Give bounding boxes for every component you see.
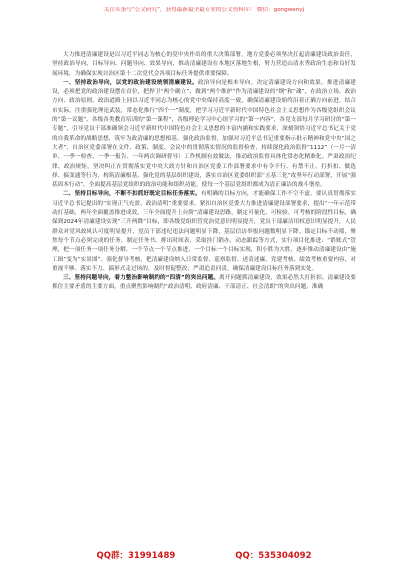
promo-banner: 关注头条号“公文研究”，获得最新最全最专业的公文资料库！ 微信：gongwenyj <box>103 7 305 13</box>
section-heading: 一、坚持政治导向，以党的政治建设统领清廉建设。 <box>63 79 198 86</box>
paragraph-intro <box>52 51 356 79</box>
paragraph-text: 离开问题抓清廉建设，效果必然大打折扣。清廉建设要抓住主要矛盾的主要方面，重点聚焦影响制约“政治清明、政府清廉、干部清正、社会清朗”的突出问题，准确 <box>52 275 356 291</box>
section-heading: 三、坚持问题导向，着力整治影响制约的“四清”的突出问题。 <box>63 275 220 282</box>
paragraph-political-orientation <box>52 79 356 191</box>
section-heading: 二、坚持目标导向，不断不扣抓好既定目标任务落实。 <box>63 191 201 198</box>
document-body <box>52 51 356 293</box>
paragraph-goal-orientation <box>52 190 356 274</box>
qq-contact-number: QQ：535304092 <box>235 551 312 561</box>
qq-group-number: QQ群：31991489 <box>96 551 176 561</box>
paragraph-problem-orientation <box>52 274 356 293</box>
paragraph-text: 政治导向是根本导向。决定清廉建设方向和效果。推进清廉建设，必须把党的政治建设摆在首位，把捍卫“两个确立”、做到“两个维护”作为清廉建设的“纲”和“魂”，在政治立场、政治方向、政治原则、政治道路上同以习近平同志为核心的党中央保持高度一致，确保清廉建设始终沿着正确方向前进。结合市实际，注重强化理论武装，常态化推行“四个一”制度，把学习习近平新时代中国特色社会主义思想作为各级党组织会议的“第一议题”，各级各类教育培训的“第一课程”，各级理论学习中心组学习的“第一内容”，各党支部每月学习研讨的“第一专题”，引导党员干部准确领会习近平新时代中国特色社会主义思想的丰富内涵和实践要求，深刻领悟习近平总书记关于党的自我革命的战略思想，筑牢为政清廉的思想根基。强化政治监督，加强对习近平总书记重要指示批示精神和党中央“国之大者”，自治区党委部署在文件、政策、制度、会议中的贯彻落实情况的监督检查，持续深化政治监督“1112”（一月一清单、一季一检查、一季一报告、一年两次调研督导）工作机制有效做法，推动政治监督具体化常态化精准化。严肃政治纪律、政治规矩，坚决纠正在贯彻落实党中央大政方针和自治区党委工作部署要求中有令不行、有禁不止，打折扣、做选择、搞变通等行为，构筑清廉根基。强化党的基层组织建设，落实自治区党委组织部“五基三化”攻坚年行动部署，开展“强基固本行动”，全面提高基层党组织的政治功能和组织功能，使每一个基层党组织都成为清正廉洁的战斗堡垒。 <box>52 79 356 189</box>
contact-footer <box>0 550 408 562</box>
paragraph-text: 有明确的目标方向，才能确保工作不空不虚。要认真贯彻落实习近平总书记提出的“实现正气充盈、政治清明”重要要求，紧扣自治区党委大力推进清廉建设部署要求，提出“一年示范带动打基础，两年全面覆盖推进成效，三年全面提升上台阶”清廉建设思路，制定可量化、可检验、可考核的阶段性目标，确保到2024年清廉建设实现“三升两降”目标，即各级党组织管党治党意识明显提升，党员干部廉洁用权意识明显提升，人民群众对党风政风认可度明显提升，党员干部违纪违法问题明显下降，基层信访举报问题数明显下降。锚定目标不动摇，聚焦每个节点必须完成的任务，制定任务书、排出时间表，采取挂门销办，动态跟踪等方式，实行项目化推进、“销账式”管理，把一项任务一项任务分解，一个节点一个节点推进，一个目标一个目标实现，积小胜为大胜，逐步推动清廉建设由“施工图”变为“实景图”。强化督导考核，把清廉建设纳入日常监督、巡察监督、述责述廉、党建考核、绩效考核重要内容，对重视不够、落实不力、搞形式走过场的，及时督促整改；严肃追责问责，确保清廉建设目标任务落到实处。 <box>52 191 357 272</box>
paragraph-text: 大力推进清廉建设是以习近平同志为核心的党中央作出的重大决策部署，地方党委必须坚决扛起清廉建设政治责任，坚持政治导向、目标导向、问题导向、效果导向，推动清廉建设在本地区落地生根，努力营造山清水秀政治生态和良好发展环境，为确保实现自治区第十二次党代会各项目标任务提供重要保障。 <box>52 52 356 77</box>
